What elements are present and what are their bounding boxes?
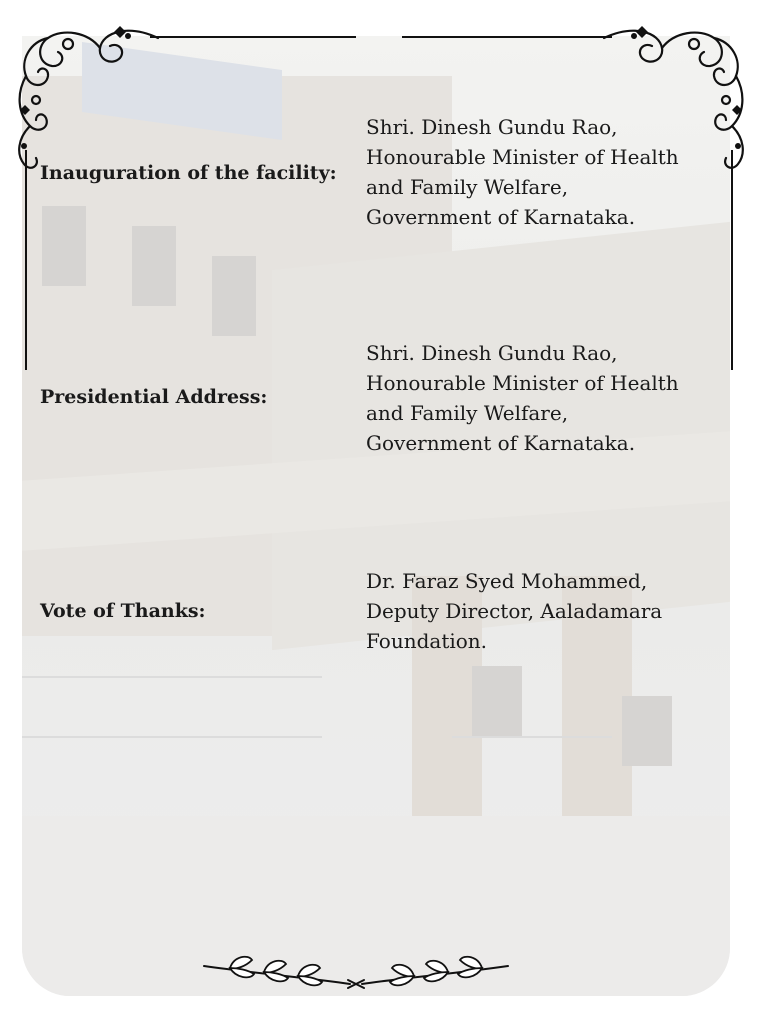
window (42, 206, 86, 286)
window (132, 226, 176, 306)
row-value (366, 112, 726, 232)
value-line: Government of Karnataka. (366, 205, 636, 229)
railing (22, 736, 322, 738)
railing (452, 736, 612, 738)
row-value (366, 566, 726, 656)
value-line: Dr. Faraz Syed Mohammed, (366, 569, 648, 593)
value-line: and Family Welfare, (366, 175, 569, 199)
value-line: Foundation. (366, 629, 488, 653)
window (212, 256, 256, 336)
row-value (366, 338, 726, 458)
value-line: Government of Karnataka. (366, 431, 636, 455)
window (472, 666, 522, 736)
laurel-divider-icon (200, 944, 512, 994)
row-label: Presidential Address: (40, 386, 268, 408)
railing (22, 676, 322, 678)
row-label: Vote of Thanks: (40, 600, 206, 622)
right-rule (731, 150, 733, 370)
value-line: Shri. Dinesh Gundu Rao, (366, 341, 618, 365)
top-rule-right (402, 36, 612, 38)
window (622, 696, 672, 766)
value-line: Honourable Minister of Health (366, 145, 679, 169)
value-line: Deputy Director, Aaladamara (366, 599, 663, 623)
top-rule-left (150, 36, 356, 38)
value-line: Honourable Minister of Health (366, 371, 679, 395)
value-line: and Family Welfare, (366, 401, 569, 425)
row-label: Inauguration of the facility: (40, 162, 337, 184)
left-rule (25, 150, 27, 370)
value-line: Shri. Dinesh Gundu Rao, (366, 115, 618, 139)
